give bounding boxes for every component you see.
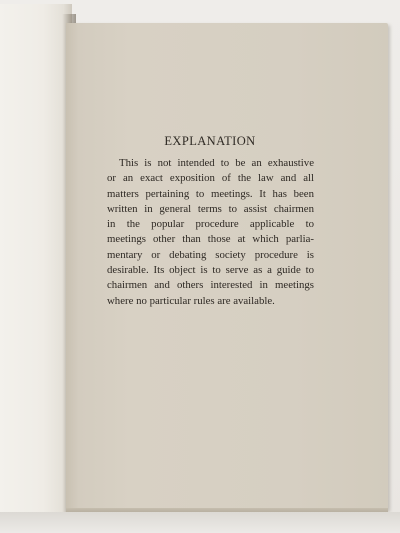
paragraph-line: matters pertaining to meetings. It has been [107, 187, 314, 200]
explanation-paragraph [107, 156, 314, 309]
table-surface [0, 512, 400, 533]
paragraph-line: where no particular rules are available. [107, 294, 275, 307]
paragraph-line: mentary or debating society procedure is [107, 248, 314, 261]
paragraph-line: chairmen and others interested in meetings [107, 279, 314, 292]
paragraph-line: This is not intended to be an exhaustive [119, 157, 314, 169]
paragraph-line: written in general terms to assist chairmen [107, 202, 314, 215]
paragraph-line: desirable. Its object is to serve as a guide to [107, 264, 314, 277]
paragraph-line: meetings other than those at which parlia- [107, 233, 314, 246]
page-heading: EXPLANATION [164, 134, 256, 148]
paragraph-line: or an exact exposition of the law and all [107, 172, 314, 185]
paragraph-line: in the popular procedure applicable to [107, 218, 314, 231]
